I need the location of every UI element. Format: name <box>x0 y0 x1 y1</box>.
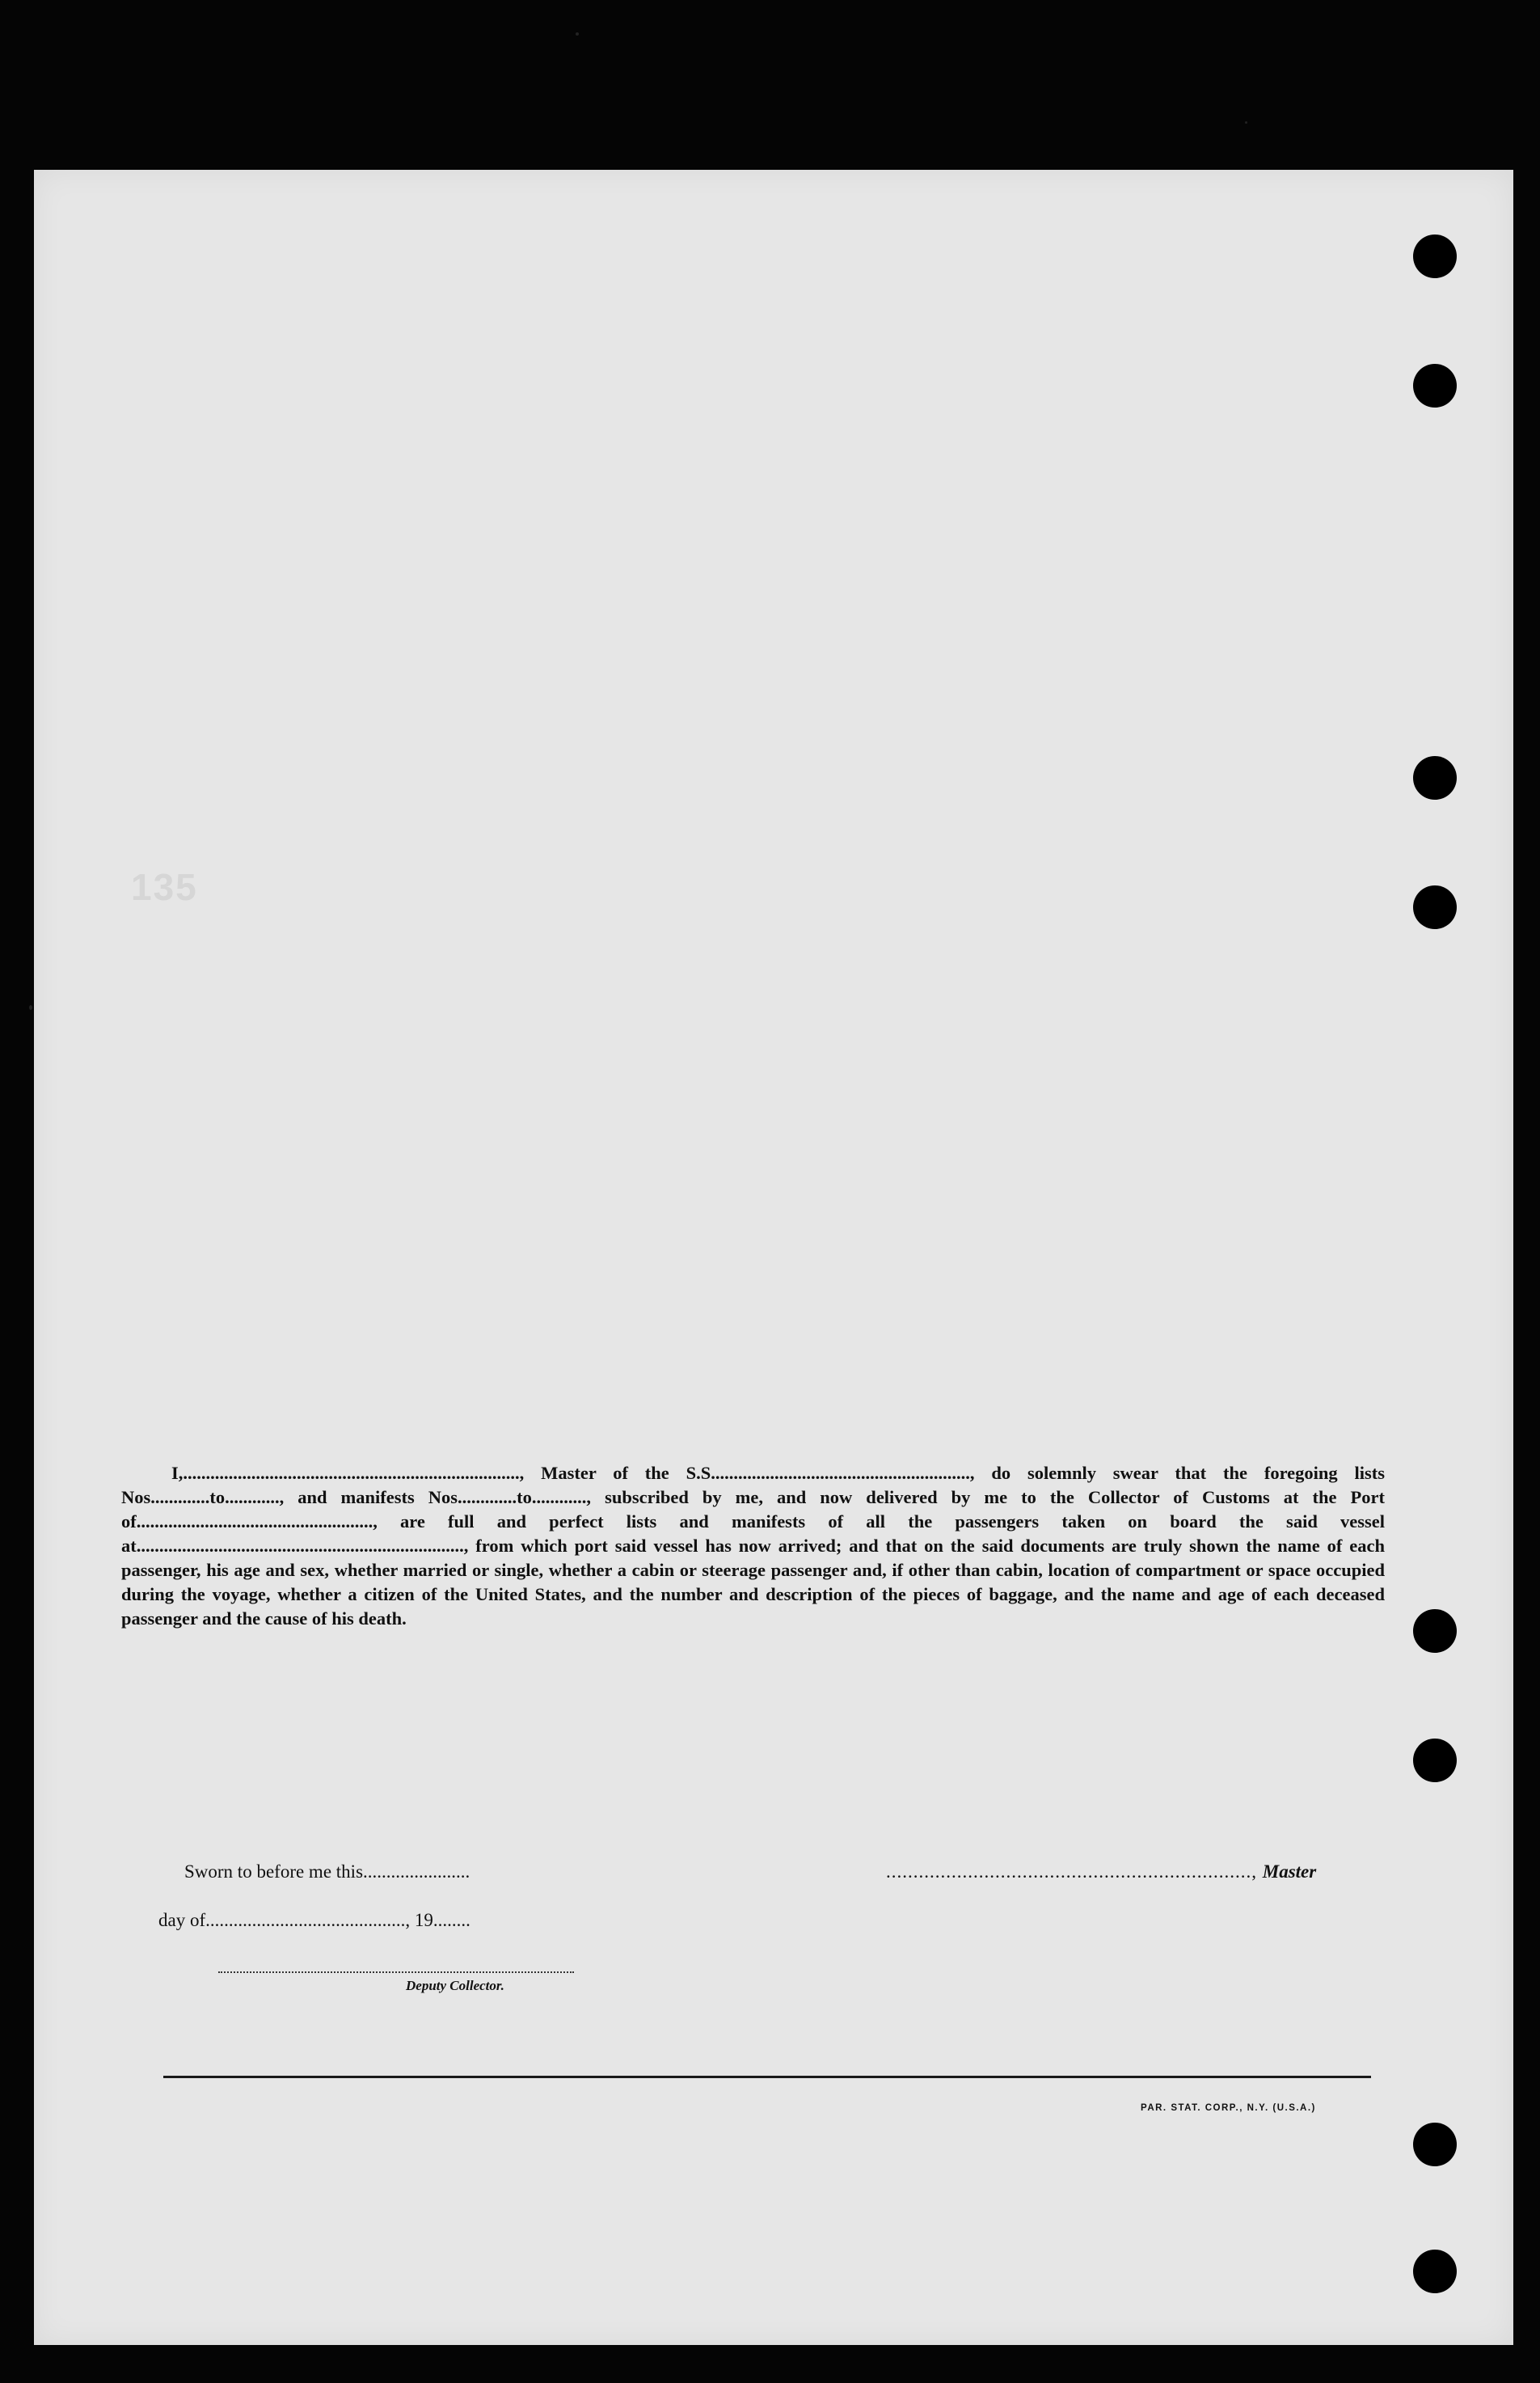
master-dots: ..................................................................., <box>886 1861 1263 1882</box>
punch-hole <box>1413 2123 1457 2166</box>
printer-imprint: PAR. STAT. CORP., N.Y. (U.S.A.) <box>1141 2103 1316 2113</box>
punch-hole <box>1413 756 1457 800</box>
punch-hole <box>1413 1739 1457 1782</box>
speck <box>29 1005 32 1010</box>
punch-hole <box>1413 885 1457 929</box>
day-label: day of..........................................., 19........ <box>158 1910 470 1930</box>
sworn-label: Sworn to before me this....................... <box>184 1861 470 1882</box>
punch-hole <box>1413 234 1457 278</box>
bottom-rule <box>163 2076 1371 2078</box>
oath-segment-3: ........................................................., do solemnly swear that the foregoing lists Nos.............to............, and manifests Nos.............to............, subscribed by me, and now delivered by me to the Collector of Customs at the Port of...................................................., are full and perfect lists and manifests of all the passengers taken on board the said vessel at........................................................................, from which port said vessel has now arrived; and that on the said documents are truly shown the name of each passenger, his age and sex, whether married or single, whether a cabin or steerage passenger and, if other than cabin, location of compartment or space occupied during the voyage, whether a citizen of the United States, and the number and description of the pieces of baggage, and the name and age of each deceased passenger and the cause of his death. <box>121 1463 1385 1629</box>
deputy-signature-line <box>218 1971 574 1973</box>
oath-segment-2: Master of the S.S <box>541 1463 711 1483</box>
sworn-line <box>184 1861 470 1882</box>
speck <box>1245 121 1247 124</box>
deputy-label: Deputy Collector. <box>406 1978 504 1993</box>
punch-hole <box>1413 2250 1457 2293</box>
punch-hole <box>1413 1609 1457 1653</box>
oath-text <box>121 1461 1385 1631</box>
master-label: Master <box>1262 1861 1317 1882</box>
bleed-through-number: 135 <box>131 866 198 908</box>
day-line <box>158 1910 470 1931</box>
manifest-sheet <box>34 170 1513 2345</box>
oath-segment-1: I,.........................................................................., <box>171 1463 542 1483</box>
speck <box>576 32 579 36</box>
oath-paragraph <box>121 1461 1385 1631</box>
master-signature-line <box>886 1861 1316 1882</box>
deputy-collector-label <box>406 1978 504 1994</box>
punch-hole <box>1413 364 1457 408</box>
